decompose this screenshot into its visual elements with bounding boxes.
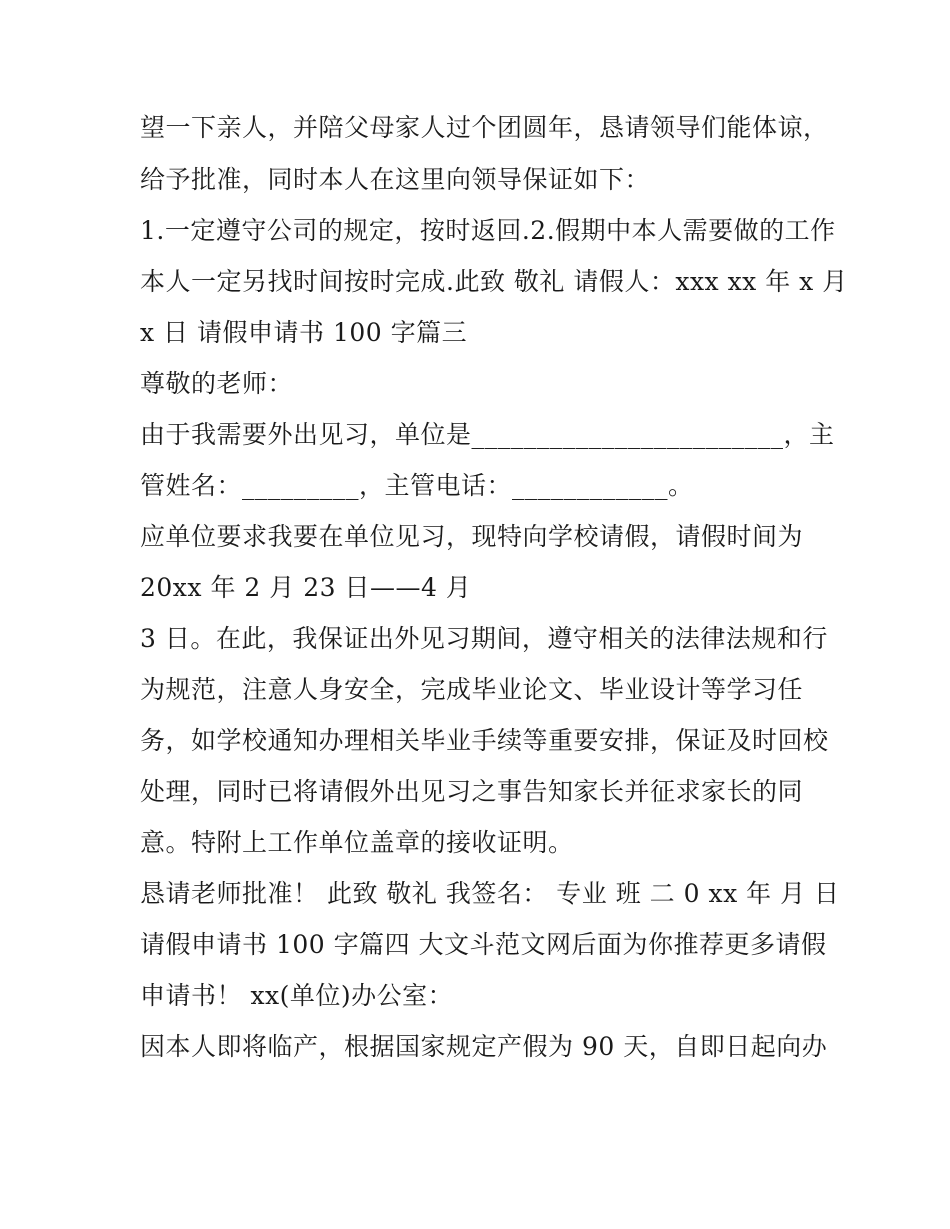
- text-line: 3 日。在此，我保证出外见习期间，遵守相关的法律法规和行: [140, 624, 828, 653]
- text-line: 由于我需要外出见习，单位是________________________，主: [140, 420, 835, 449]
- text-line: 望一下亲人，并陪父母家人过个团圆年，恳请领导们能体谅，: [140, 113, 829, 142]
- text-line: 申请书！ xx(单位)办公室：: [140, 981, 454, 1010]
- text-line: 为规范，注意人身安全，完成毕业论文、毕业设计等学习任: [140, 675, 804, 704]
- text-line: 因本人即将临产，根据国家规定产假为 90 天，自即日起向办: [140, 1032, 828, 1061]
- text-line: 请假申请书 100 字篇四 大文斗范文网后面为你推荐更多请假: [140, 930, 827, 959]
- text-line: 本人一定另找时间按时完成.此致 敬礼 请假人：xxx xx 年 x 月: [140, 267, 848, 296]
- text-line: 应单位要求我要在单位见习，现特向学校请假，请假时间为: [140, 522, 804, 551]
- text-line: 给予批准，同时本人在这里向领导保证如下：: [140, 165, 651, 194]
- text-line: 意。特附上工作单位盖章的接收证明。: [140, 828, 574, 857]
- text-line: 处理，同时已将请假外出见习之事告知家长并征求家长的同: [140, 777, 804, 806]
- text-line: 管姓名：_________，主管电话：____________。: [140, 471, 694, 500]
- text-line: 1.一定遵守公司的规定，按时返回.2.假期中本人需要做的工作: [140, 216, 836, 245]
- salutation: 尊敬的老师：: [140, 369, 294, 398]
- text-line: 务，如学校通知办理相关毕业手续等重要安排，保证及时回校: [140, 726, 829, 755]
- text-line: 20xx 年 2 月 23 日——4 月: [140, 573, 472, 602]
- text-line: x 日 请假申请书 100 字篇三: [140, 318, 468, 347]
- text-line: 恳请老师批准！ 此致 敬礼 我签名： 专业 班 二 0 xx 年 月 日: [140, 879, 840, 908]
